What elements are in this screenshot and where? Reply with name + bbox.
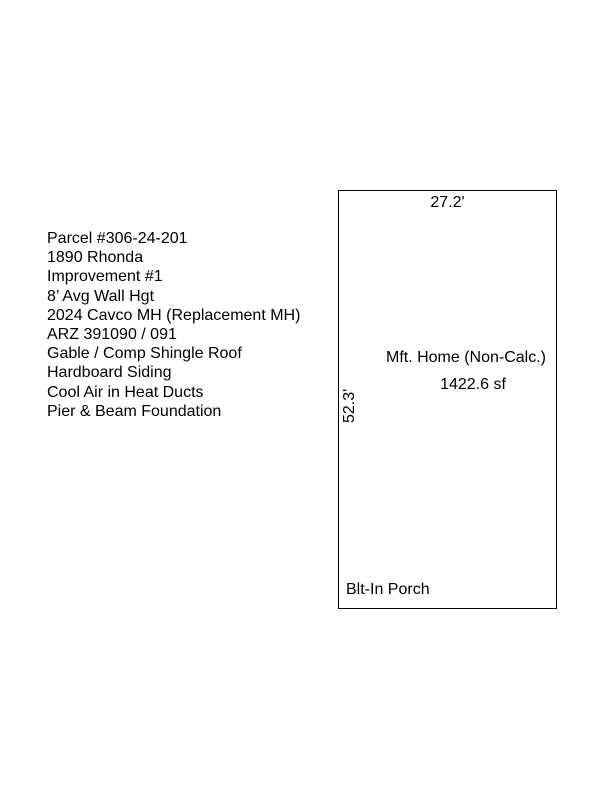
siding-type: Hardboard Siding: [47, 364, 172, 382]
hvac-note: Cool Air in Heat Ducts: [47, 383, 204, 401]
length-dimension-label: 52.3': [341, 388, 358, 423]
wall-height: 8’ Avg Wall Hgt: [47, 287, 155, 305]
address: 1890 Rhonda: [47, 249, 144, 267]
roof-type: Gable / Comp Shingle Roof: [47, 345, 242, 363]
length-dimension: [341, 387, 359, 423]
porch-label: Blt-In Porch: [346, 581, 430, 598]
width-dimension-label: 27.2': [430, 194, 465, 211]
arz-number: ARZ 391090 / 091: [47, 326, 177, 344]
home-footprint-sketch: [338, 190, 557, 609]
foundation-type: Pier & Beam Foundation: [47, 402, 222, 420]
area-name-label: Mft. Home (Non-Calc.): [385, 349, 547, 366]
area-value-label: 1422.6 sf: [440, 376, 506, 393]
home-model: 2024 Cavco MH (Replacement MH): [47, 306, 301, 324]
improvement-number: Improvement #1: [47, 268, 163, 286]
parcel-number: Parcel #306-24-201: [47, 230, 188, 247]
property-notes: [47, 229, 300, 421]
